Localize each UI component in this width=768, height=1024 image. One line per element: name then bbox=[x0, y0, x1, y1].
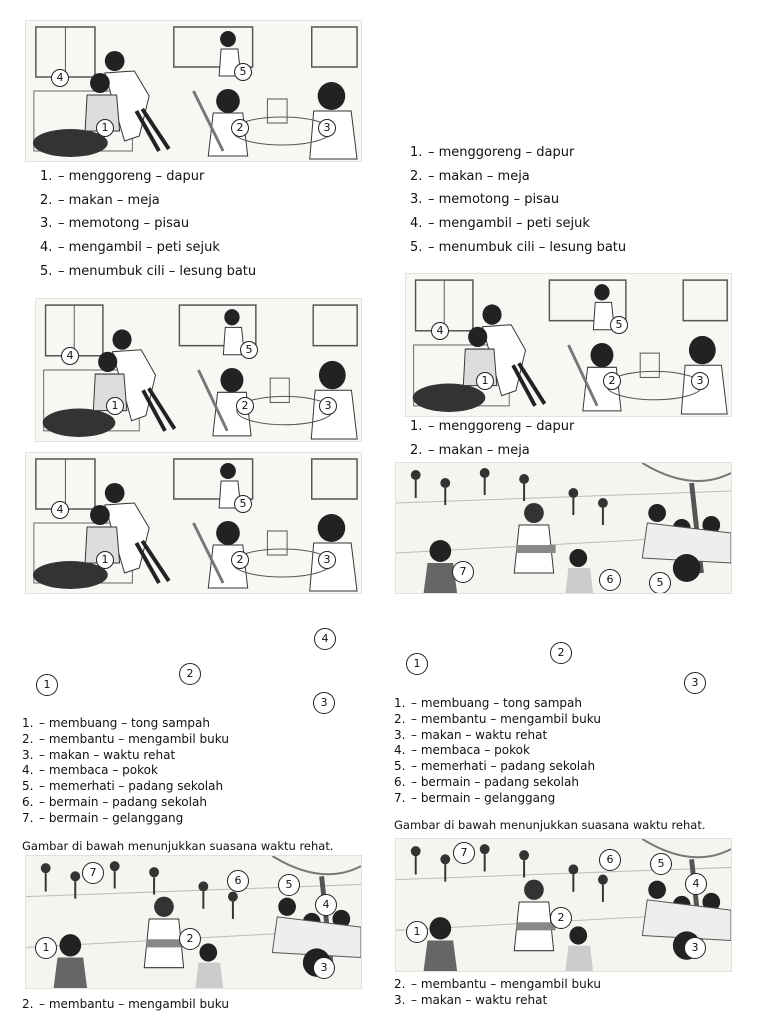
list-item: 3. – makan – waktu rehat bbox=[394, 992, 548, 1007]
caption-right: Gambar di bawah menunjukkan suasana waktu rehat. bbox=[394, 818, 706, 832]
list-item: 2. – membantu – mengambil buku bbox=[22, 997, 229, 1011]
list-item: 1. – menggoreng – dapur bbox=[410, 145, 575, 160]
kitchen-picture-1 bbox=[25, 20, 362, 162]
list-item: 5. – menumbuk cili – lesung batu bbox=[40, 263, 257, 279]
marker: 2 bbox=[236, 397, 254, 415]
marker: 6 bbox=[599, 569, 621, 591]
marker: 2 bbox=[179, 928, 201, 950]
school-list-right bbox=[394, 696, 601, 807]
marker: 2 bbox=[603, 372, 621, 390]
school-list-right-bottom bbox=[394, 977, 601, 1009]
list-item: 4. – membaca – pokok bbox=[22, 763, 158, 778]
marker: 5 bbox=[234, 63, 252, 81]
loose-marker: 1 bbox=[406, 653, 428, 675]
school-picture-2 bbox=[25, 855, 362, 989]
marker: 3 bbox=[318, 119, 336, 137]
marker: 1 bbox=[106, 397, 124, 415]
loose-marker: 3 bbox=[313, 692, 335, 714]
marker: 4 bbox=[61, 347, 79, 365]
marker: 7 bbox=[82, 862, 104, 884]
marker: 1 bbox=[476, 372, 494, 390]
marker: 1 bbox=[96, 551, 114, 569]
list-item: 3. – memotong – pisau bbox=[40, 216, 190, 232]
marker: 4 bbox=[51, 501, 69, 519]
list-item: 5. – memerhati – padang sekolah bbox=[22, 779, 224, 794]
kitchen-picture-3 bbox=[25, 452, 362, 594]
list-item: 5. – menumbuk cili – lesung batu bbox=[410, 239, 627, 255]
marker: 2 bbox=[231, 551, 249, 569]
list-item: 4. – mengambil – peti sejuk bbox=[410, 216, 590, 232]
marker: 5 bbox=[278, 874, 300, 896]
marker: 3 bbox=[313, 957, 335, 979]
kitchen-picture-2 bbox=[35, 298, 362, 442]
list-item: 7. – bermain – gelanggang bbox=[22, 810, 184, 825]
marker: 5 bbox=[649, 572, 671, 594]
marker: 5 bbox=[234, 495, 252, 513]
school-picture-1 bbox=[395, 462, 732, 594]
school-picture-3 bbox=[395, 838, 732, 972]
list-item: 2. – membantu – mengambil buku bbox=[22, 731, 229, 746]
school-list-left bbox=[22, 716, 229, 827]
kitchen-picture-4 bbox=[405, 273, 732, 417]
marker: 3 bbox=[691, 372, 709, 390]
list-item: 4. – membaca – pokok bbox=[394, 743, 530, 758]
marker: 4 bbox=[51, 69, 69, 87]
list-item: 2. – makan – meja bbox=[410, 168, 530, 184]
list-item: 1. – menggoreng – dapur bbox=[40, 169, 205, 184]
list-item: 3. – makan – waktu rehat bbox=[22, 747, 176, 762]
loose-marker: 4 bbox=[314, 628, 336, 650]
loose-marker: 2 bbox=[550, 642, 572, 664]
marker: 4 bbox=[685, 873, 707, 895]
marker: 3 bbox=[319, 397, 337, 415]
kitchen-list-right-partial bbox=[410, 415, 574, 462]
list-item: 3. – makan – waktu rehat bbox=[394, 727, 548, 742]
loose-marker: 1 bbox=[36, 674, 58, 696]
list-item: 4. – mengambil – peti sejuk bbox=[40, 240, 220, 256]
list-item: 3. – memotong – pisau bbox=[410, 192, 560, 208]
marker: 7 bbox=[453, 842, 475, 864]
list-item: 2. – membantu – mengambil buku bbox=[394, 711, 601, 726]
marker: 5 bbox=[610, 316, 628, 334]
marker: 2 bbox=[231, 119, 249, 137]
list-item: 6. – bermain – padang sekolah bbox=[22, 794, 207, 809]
marker: 3 bbox=[318, 551, 336, 569]
loose-marker: 2 bbox=[179, 663, 201, 685]
marker: 7 bbox=[452, 561, 474, 583]
list-item: 7. – bermain – gelanggang bbox=[394, 790, 556, 805]
marker: 1 bbox=[96, 119, 114, 137]
kitchen-list-right bbox=[410, 141, 626, 260]
marker: 1 bbox=[406, 921, 428, 943]
list-item: 2. – makan – meja bbox=[410, 442, 530, 458]
kitchen-list-left bbox=[40, 165, 256, 284]
list-item: 5. – memerhati – padang sekolah bbox=[394, 759, 596, 774]
caption-left: Gambar di bawah menunjukkan suasana waktu rehat. bbox=[22, 839, 334, 853]
marker: 6 bbox=[227, 870, 249, 892]
school-list-left-bottom bbox=[22, 997, 229, 1013]
list-item: 1. – membuang – tong sampah bbox=[22, 716, 210, 730]
marker: 4 bbox=[315, 894, 337, 916]
list-item: 1. – menggoreng – dapur bbox=[410, 419, 575, 434]
list-item: 2. – membantu – mengambil buku bbox=[394, 977, 601, 991]
list-item: 1. – membuang – tong sampah bbox=[394, 696, 582, 710]
marker: 6 bbox=[599, 849, 621, 871]
list-item: 6. – bermain – padang sekolah bbox=[394, 774, 579, 789]
marker: 3 bbox=[684, 937, 706, 959]
list-item: 2. – makan – meja bbox=[40, 192, 160, 208]
marker: 4 bbox=[431, 322, 449, 340]
marker: 5 bbox=[650, 853, 672, 875]
marker: 5 bbox=[240, 341, 258, 359]
marker: 1 bbox=[35, 937, 57, 959]
marker: 2 bbox=[550, 907, 572, 929]
loose-marker: 3 bbox=[684, 672, 706, 694]
